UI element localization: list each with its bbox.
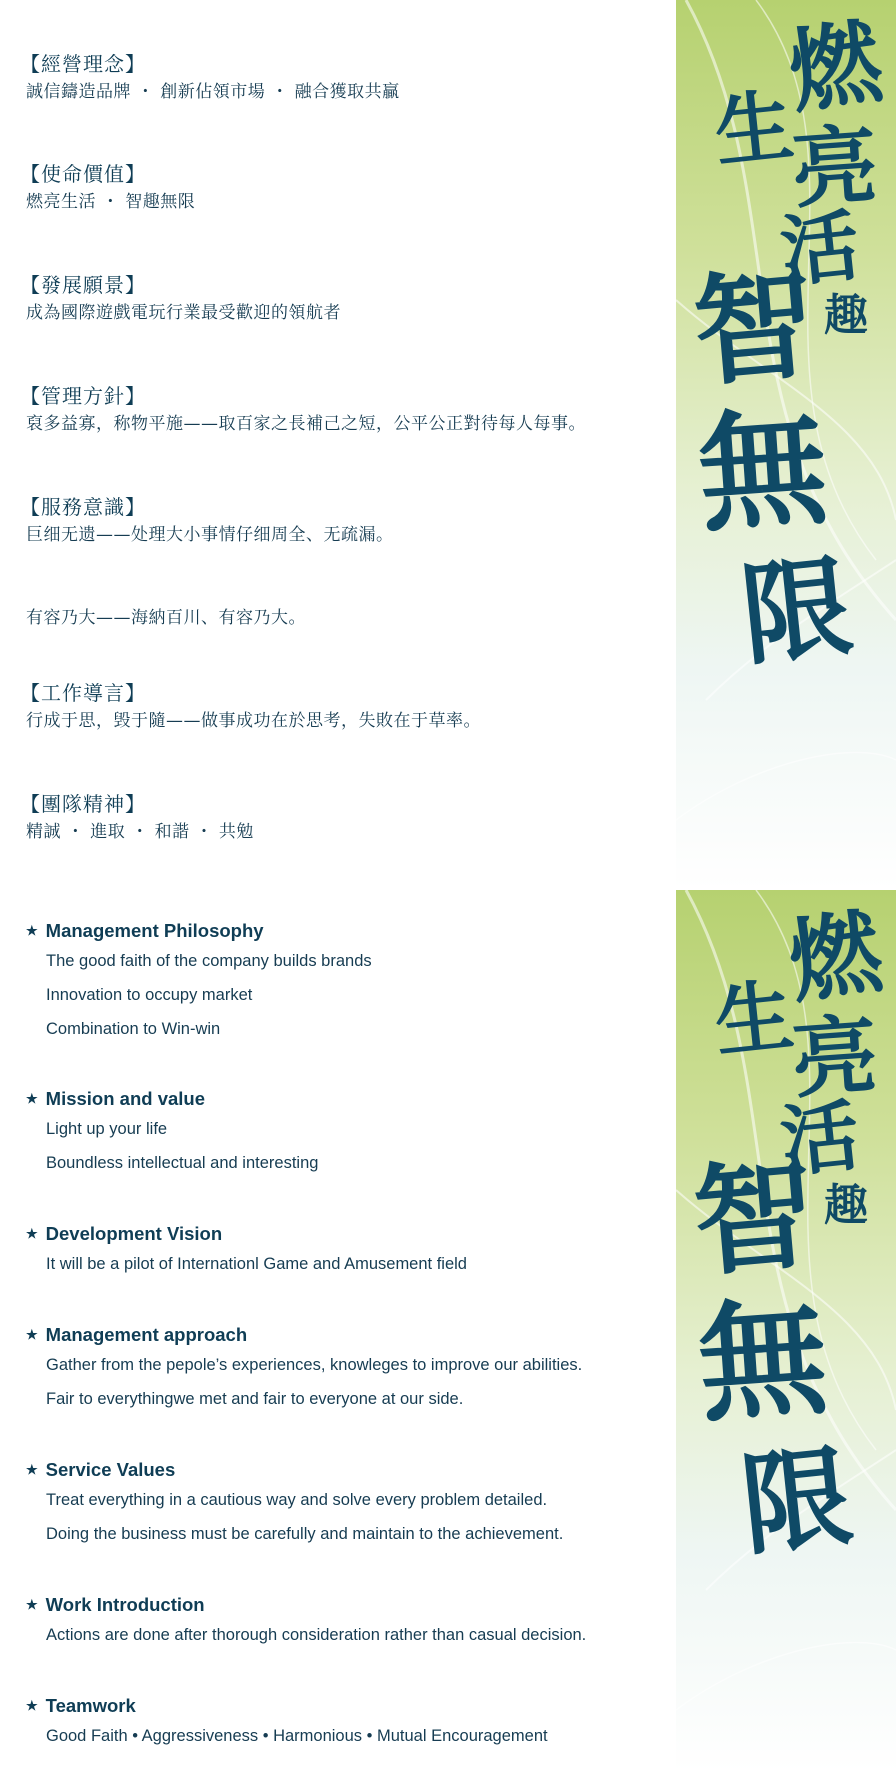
zh-section-text: 燃亮生活 ・ 智趣無限 (26, 192, 196, 212)
en-section-title (26, 1457, 563, 1483)
en-section-text: Fair to everythingwe met and fair to everyone at our side. (46, 1390, 464, 1408)
calligraphy-char: 燃 (782, 897, 889, 1017)
en-section-text: Good Faith • Aggressiveness • Harmonious • Mutual Encouragement (46, 1727, 548, 1745)
en-section-approach (26, 1322, 582, 1416)
en-section-title (26, 1693, 548, 1719)
star-icon: ★ (26, 1091, 38, 1106)
zh-section-text: 有容乃大——海納百川、有容乃大。 (26, 608, 306, 628)
banner-art (676, 0, 896, 890)
en-section-text: Gather from the pepole’s experiences, knowleges to improve our abilities. (46, 1356, 583, 1374)
calligraphy-char: 活 (776, 1090, 864, 1189)
zh-section-title: 【發展願景】 (20, 273, 146, 297)
zh-section-text: 巨细无遗——处理大小事情仔细周全、无疏漏。 (26, 525, 394, 545)
star-icon: ★ (26, 1597, 38, 1612)
zh-section-title: 【工作導言】 (20, 681, 146, 705)
en-section-text: Treat everything in a cautious way and solve every problem detailed. (46, 1491, 548, 1509)
calligraphy-char: 趣 (824, 1180, 868, 1231)
star-icon: ★ (26, 1226, 38, 1241)
star-icon: ★ (26, 923, 38, 938)
calligraphy-char: 生 (710, 970, 798, 1069)
en-section-work (26, 1592, 586, 1652)
zh-section-mission (20, 160, 195, 216)
zh-section-title: 【管理方針】 (20, 384, 146, 408)
zh-section-title: 【團隊精神】 (20, 792, 146, 816)
zh-section-text: 行成于思，毁于隨——做事成功在於思考，失敗在于草率。 (26, 711, 481, 731)
zh-section-service-extra (20, 604, 306, 632)
calligraphy-char: 亮 (788, 114, 882, 221)
en-section-title (26, 1592, 586, 1618)
star-icon: ★ (26, 1327, 38, 1342)
en-section-title (26, 1322, 582, 1348)
zh-section-work (20, 679, 481, 735)
calligraphy-char: 限 (735, 1431, 859, 1571)
zh-section-team (20, 790, 254, 846)
en-section-title (26, 918, 372, 944)
en-section-title (26, 1086, 318, 1112)
en-section-text: Doing the business must be carefully and maintain to the achievement. (46, 1525, 564, 1543)
zh-section-text: 成為國際遊戲電玩行業最受歡迎的領航者 (26, 303, 341, 323)
zh-section-text: 誠信鑄造品牌 ・ 創新佔領市場 ・ 融合獲取共贏 (26, 82, 400, 102)
en-title-text: Work Introduction (45, 1594, 205, 1615)
en-title-text: Management approach (45, 1324, 248, 1345)
en-section-text: Innovation to occupy market (46, 986, 253, 1004)
calligraphy-char: 燃 (782, 7, 889, 127)
en-title-text: Teamwork (45, 1695, 136, 1716)
calligraphy-char: 亮 (788, 1004, 882, 1111)
en-section-team (26, 1693, 548, 1753)
en-section-vision (26, 1221, 467, 1281)
calligraphy-banner (676, 0, 896, 890)
en-title-text: Service Values (45, 1459, 176, 1480)
zh-section-title: 【使命價值】 (20, 162, 146, 186)
en-section-text: Light up your life (46, 1120, 168, 1138)
en-section-text: Actions are done after thorough consideration rather than casual decision. (46, 1626, 587, 1644)
en-section-text: It will be a pilot of Internationl Game and Amusement field (46, 1255, 467, 1273)
star-icon: ★ (26, 1698, 38, 1713)
star-icon: ★ (26, 1462, 38, 1477)
en-title-text: Development Vision (45, 1223, 223, 1244)
en-title-text: Management Philosophy (45, 920, 264, 941)
en-section-text: The good faith of the company builds brands (46, 952, 372, 970)
en-title-text: Mission and value (45, 1088, 206, 1109)
zh-section-philosophy (20, 50, 400, 106)
calligraphy-char: 趣 (824, 290, 868, 341)
zh-section-approach (20, 382, 586, 438)
zh-section-title: 【服務意識】 (20, 495, 146, 519)
zh-section-service (20, 493, 394, 549)
calligraphy-char: 無 (693, 1282, 832, 1441)
en-section-mission (26, 1086, 318, 1180)
zh-section-text: 精誠 ・ 進取 ・ 和諧 ・ 共勉 (26, 822, 254, 842)
calligraphy-char: 無 (693, 392, 832, 551)
zh-section-text: 裒多益寡，称物平施——取百家之長補己之短，公平公正對待每人每事。 (26, 414, 586, 434)
en-section-philosophy (26, 918, 372, 1046)
en-section-text: Boundless intellectual and interesting (46, 1154, 319, 1172)
zh-section-title: 【經營理念】 (20, 52, 146, 76)
en-section-service (26, 1457, 563, 1551)
calligraphy-char: 限 (735, 541, 859, 681)
en-section-title (26, 1221, 467, 1247)
banner-art (676, 890, 896, 1772)
calligraphy-char: 活 (776, 200, 864, 299)
calligraphy-banner (676, 890, 896, 1772)
calligraphy-char: 智 (688, 252, 821, 404)
calligraphy-char: 智 (688, 1142, 821, 1294)
calligraphy-char: 生 (710, 80, 798, 179)
en-section-text: Combination to Win-win (46, 1020, 221, 1038)
zh-section-vision (20, 271, 341, 327)
